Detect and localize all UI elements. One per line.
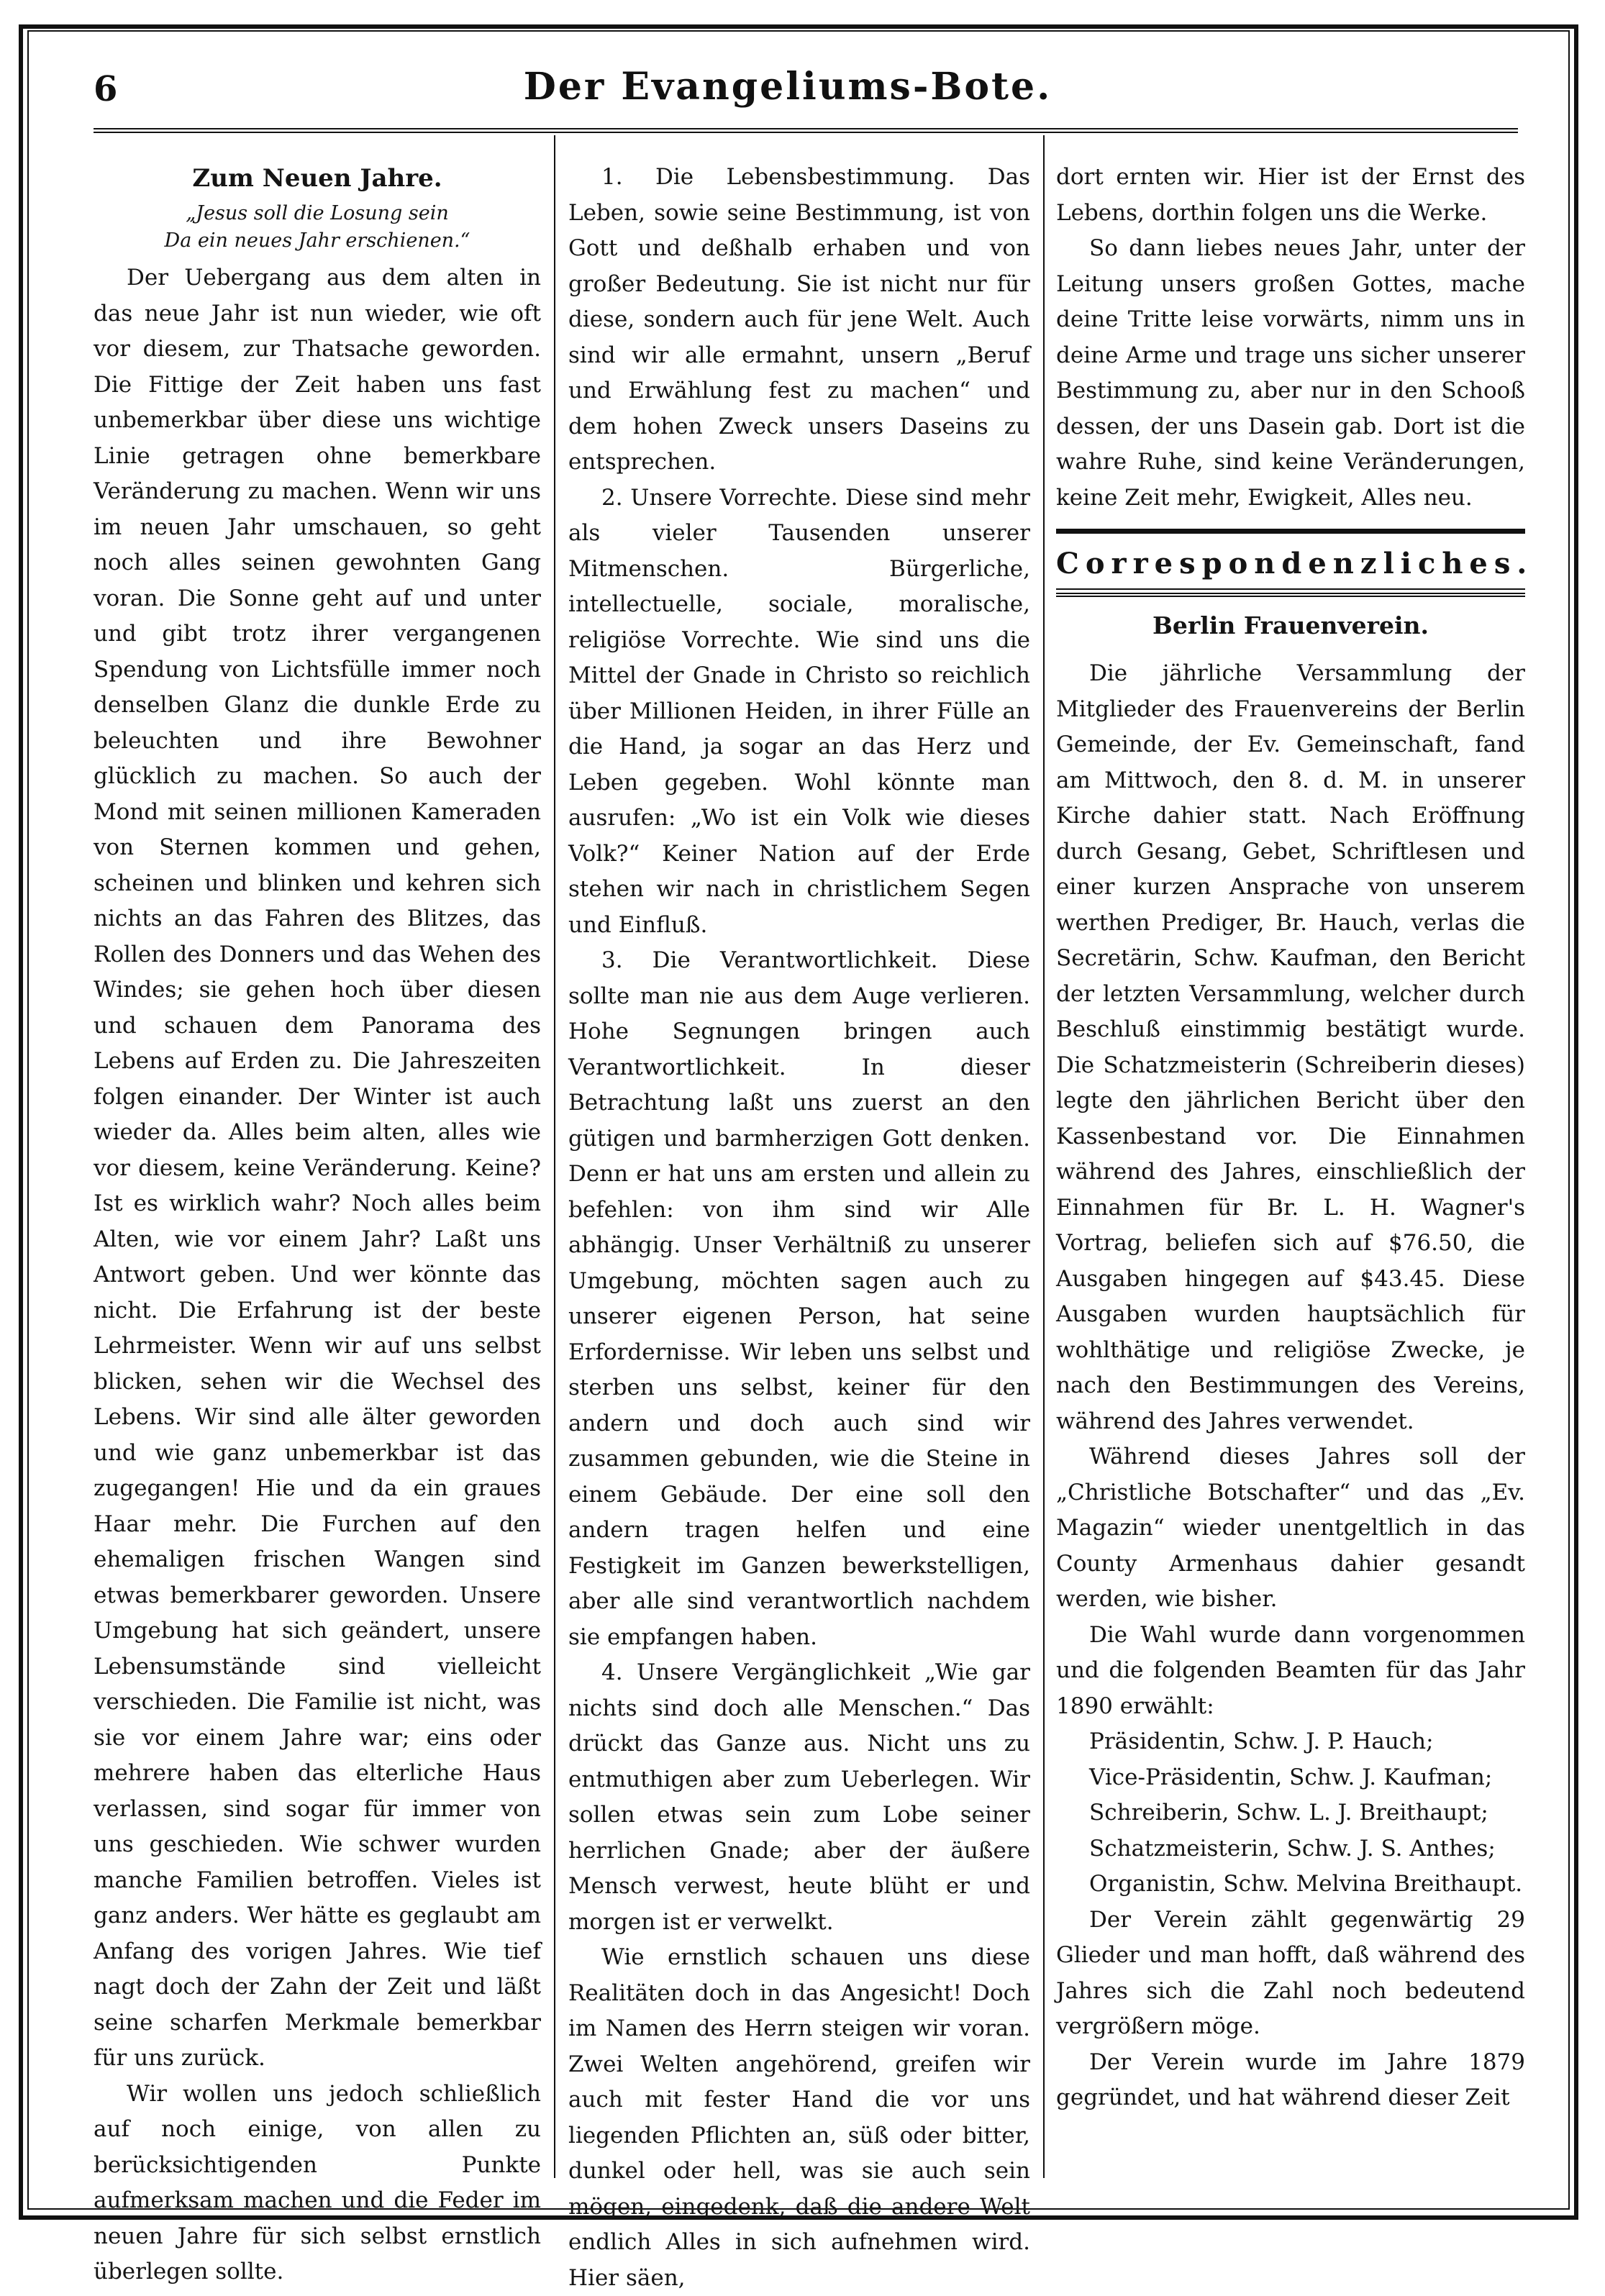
section-rule (1056, 529, 1525, 534)
section-rule (1056, 588, 1525, 590)
officer-entry: Präsidentin, Schw. J. P. Hauch; (1089, 1728, 1434, 1754)
subheading: Berlin Frauenverein. (1152, 611, 1429, 639)
article-column-2 (568, 160, 1030, 2291)
officer-entry: Vice-Präsidentin, Schw. J. Kaufman; (1089, 1764, 1493, 1790)
paragraph: So dann liebes neues Jahr, unter der Leitung unsers großen Gottes, mache deine Tritte leise vorwärts, nimm uns in deine Arme und trage uns sicher unserer Bestimmung zu, aber nur in den Schooß dessen, der uns Dasein gab. Dort ist die wahre Ruhe, sind keine Veränderungen, keine Zeit mehr, Ewigkeit, Alles neu. (1056, 235, 1525, 511)
paragraph: 4. Unsere Vergänglichkeit „Wie gar nichts sind doch alle Menschen.“ Das drückt das Ganze aus. Nicht uns zu entmuthigen aber zum Ueberlegen. Wir sollen etwas sein zum Lobe seiner herrlichen Gnade; aber der äußere Mensch verwest, heute blüht er und morgen ist er verwelkt. (568, 1659, 1030, 1935)
paragraph: Die Wahl wurde dann vorgenommen und die folgenden Beamten für das Jahr 1890 erwählt: (1056, 1621, 1525, 1719)
paragraph: Der Uebergang aus dem alten in das neue Jahr ist nun wieder, wie oft vor diesem, zur Thatsache geworden. Die Fittige der Zeit haben uns fast unbemerkbar über diese uns wichtige Linie getragen ohne bemerkbare Veränderung zu machen. Wenn wir uns im neuen Jahr umschauen, so geht noch alles seinen gewohnten Gang voran. Die Sonne geht auf und unter und gibt trotz ihrer vergangenen Spendung von Lichtsfülle immer noch denselben Glanz die dunkle Erde zu beleuchten und ihre Bewohner glücklich zu machen. So auch der Mond mit seinen millionen Kameraden von Sternen kommen und gehen, scheinen und blinken und kehren sich nichts an das Fahren des Blitzes, das Rollen des Donners und das Wehen des Windes; sie gehen hoch über diesen und schauen dem Panorama des Lebens auf Erden zu. Die Jahreszeiten folgen einander. Der Winter ist auch wieder da. Alles beim alten, alles wie vor diesem, keine Veränderung. Keine? Ist es wirklich wahr? Noch alles beim Alten, wie vor einem Jahr? Laßt uns Antwort geben. Und wer könnte das nicht. Die Erfahrung ist der beste Lehrmeister. Wenn wir auf uns selbst blicken, sehen wir die Wechsel des Lebens. Wir sind alle älter geworden und wie ganz unbemerkbar ist das zugegangen! Hie und da ein graues Haar mehr. Die Furchen auf den ehemaligen frischen Wangen sind etwas bemerkbarer geworden. Unsere Umgebung hat sich geändert, unsere Lebensumstände sind vielleicht verschieden. Die Familie ist nicht, was sie vor einem Jahre war; eins oder mehrere haben das elterliche Haus verlassen, sind sogar für immer von uns geschieden. Wie schwer wurden manche Familien betroffen. Vieles ist ganz anders. Wer hätte es geglaubt am Anfang des vorigen Jahres. Wie tief nagt doch der Zahn der Zeit und läßt seine scharfen Merkmale bemerkbar für uns zurück. (94, 265, 541, 2071)
paragraph: 2. Unsere Vorrechte. Diese sind mehr als vieler Tausenden unserer Mitmenschen. Bürgerliche, intellectuelle, sociale, moralische, religiöse Vorrechte. Wie sind uns die Mittel der Gnade in Christo so reichlich über Millionen Heiden, in ihrer Fülle an die Hand, ja sogar an das Herz und Leben gegeben. Wohl könnte man ausrufen: „Wo ist ein Volk wie dieses Volk?“ Keiner Nation auf der Erde stehen wir nach in christlichem Segen und Einfluß. (568, 484, 1030, 938)
article-column-1 (94, 160, 541, 2284)
motto-line: „Jesus soll die Losung sein (186, 202, 449, 224)
article-motto (94, 200, 541, 255)
paragraph: dort ernten wir. Hier ist der Ernst des Lebens, dorthin folgen uns die Werke. (1056, 164, 1525, 226)
paragraph: Der Verein wurde im Jahre 1879 gegründet, und hat während dieser Zeit (1056, 2049, 1525, 2110)
officers-list (1056, 1724, 1525, 1903)
masthead-title: Der Evangeliums-Bote. (523, 65, 1052, 109)
page-number: 6 (94, 69, 118, 109)
paragraph: Wie ernstlich schauen uns diese Realitäten doch in das Angesicht! Doch im Namen des Herrn steigen wir voran. Zwei Welten angehörend, greifen wir auch mit fester Hand die vor uns liegenden Pflichten an, süß oder bitter, dunkel oder hell, was sie auch sein mögen, eingedenk, daß die andere Welt endlich Alles in sich aufnehmen wird. Hier säen, (568, 1944, 1030, 2291)
officer-entry: Organistin, Schw. Melvina Breithaupt. (1089, 1871, 1523, 1897)
section-rule (1056, 593, 1525, 597)
paragraph: Wir wollen uns jedoch schließlich auf noch einige, von allen zu berücksichtigenden Punkte aufmerksam machen und die Feder im neuen Jahre für sich selbst ernstlich überlegen sollte. (94, 2080, 541, 2284)
paragraph: Die jährliche Versammlung der Mitglieder des Frauenvereins der Berlin Gemeinde, der Ev. Gemeinschaft, fand am Mittwoch, den 8. d. M. in unserer Kirche dahier statt. Nach Eröffnung durch Gesang, Gebet, Schriftlesen und einer kurzen Ansprache von unserem werthen Prediger, Br. Hauch, verlas die Secretärin, Schw. Kaufman, den Bericht der letzten Versammlung, welcher durch Beschluß einstimmig bestätigt wurde. Die Schatzmeisterin (Schreiberin dieses) legte den jährlichen Bericht über den Kassenbestand vor. Die Einnahmen während des Jahres, einschließlich der Einnahmen für Br. L. H. Wagner's Vortrag, beliefen sich auf $76.50, die Ausgaben hingegen auf $43.45. Diese Ausgaben wurden hauptsächlich für wohlthätige und religiöse Zwecke, je nach den Bestimmungen des Vereins, während des Jahres verwendet. (1056, 660, 1525, 1434)
paragraph: Der Verein zählt gegenwärtig 29 Glieder und man hofft, daß während des Jahres sich die Zahl noch bedeutend vergrößern möge. (1056, 1906, 1525, 2039)
article-title: Zum Neuen Jahre. (192, 164, 442, 193)
motto-line: Da ein neues Jahr erschienen.“ (164, 229, 470, 252)
page-header (72, 62, 1504, 119)
section-heading: Correspondenzliches. (1056, 547, 1534, 580)
column-divider (554, 135, 555, 2178)
article-column-3 (1056, 160, 1534, 2167)
officer-entry: Schatzmeisterin, Schw. J. S. Anthes; (1089, 1835, 1496, 1862)
paragraph: Während dieses Jahres soll der „Christliche Botschafter“ und das „Ev. Magazin“ wieder unentgeltlich in das County Armenhaus dahier gesandt werden, wie bisher. (1056, 1444, 1525, 1612)
column-divider (1043, 135, 1045, 2178)
paragraph: 3. Die Verantwortlichkeit. Diese sollte man nie aus dem Auge verlieren. Hohe Segnungen bringen auch Verantwortlichkeit. In dieser Betrachtung laßt uns zuerst an den gütigen und barmherzigen Gott denken. Denn er hat uns am ersten und allein zu befehlen: von ihm sind wir Alle abhängig. Unser Verhältniß zu unserer Umgebung, möchten sagen auch zu unserer eigenen Person, hat seine Erfordernisse. Wir leben uns selbst und sterben uns selbst, keiner für den andern und doch auch sind wir zusammen gebunden, wie die Steine in einem Gebäude. Der eine soll den andern tragen helfen und eine Festigkeit im Ganzen bewerkstelligen, aber alle sind verantwortlich nachdem sie empfangen haben. (568, 947, 1030, 1650)
section-header-block (1056, 529, 1534, 597)
paragraph: 1. Die Lebensbestimmung. Das Leben, sowie seine Bestimmung, ist von Gott und deßhalb erhaben und von großer Bedeutung. Sie ist nicht nur für diese, sondern auch für jene Welt. Auch sind wir alle ermahnt, unsern „Beruf und Erwählung fest zu machen“ und dem hohen Zweck unsers Daseins zu entsprechen. (568, 164, 1030, 475)
header-rule (94, 128, 1518, 133)
officer-entry: Schreiberin, Schw. L. J. Breithaupt; (1089, 1800, 1488, 1826)
